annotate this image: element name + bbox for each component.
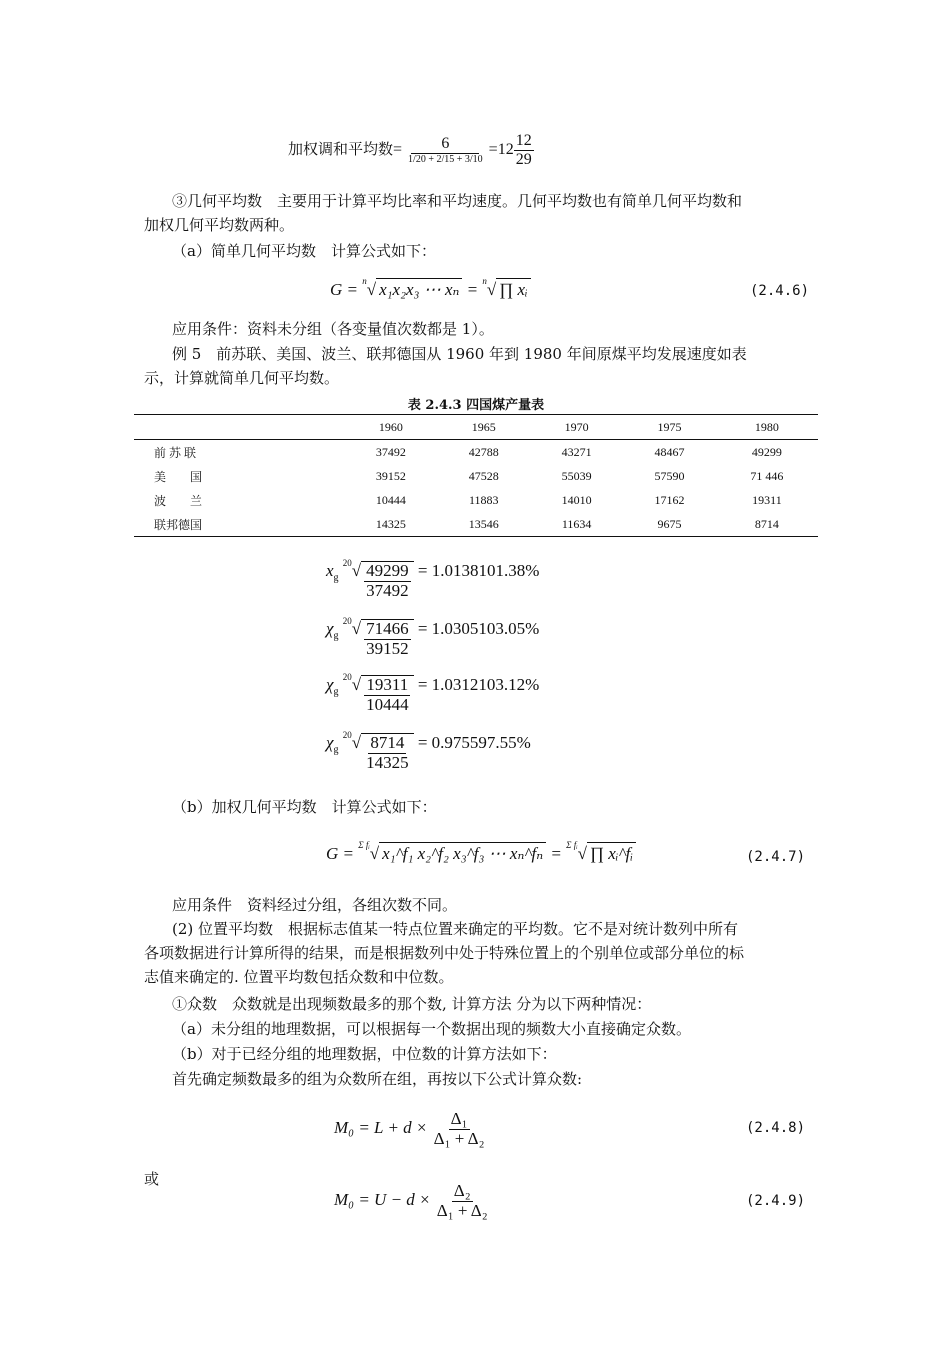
paragraph: 应用条件：资料未分组（各变量值次数都是 1）。	[172, 320, 494, 338]
equation-2-4-6: G = $^n$√ x₁x₂x₃ ⋯ xₙ = $^n$√ ∏ xᵢ	[330, 278, 531, 301]
geo-result-west-germany: $\chi_g$ $^{20}$√ $\frac{8714}{14325}$ = 0.975597.55%	[326, 730, 531, 772]
paragraph: （b）加权几何平均数 计算公式如下：	[172, 798, 437, 816]
equation-2-4-9: M₀ = U − d × $\frac{\text{Δ₂}}{\text{Δ₁ + Δ₂}}$	[334, 1181, 488, 1220]
paragraph: 志值来确定的. 位置平均数包括众数和中位数。	[144, 968, 454, 986]
equation-number: (2.4.9)	[746, 1193, 806, 1209]
harmonic-fraction: $\frac{6}{1/20 + 2/15 + 3/10}$	[408, 135, 483, 165]
geo-result-poland: $\chi_g$ $^{20}$√ $\frac{19311}{10444}$ = 1.0312103.12%	[326, 672, 540, 714]
equation-number: (2.4.8)	[746, 1120, 806, 1136]
paragraph: （a）未分组的地理数据，可以根据每一个数据出现的频数大小直接确定众数。	[172, 1020, 691, 1038]
harmonic-mean-equation: 加权调和平均数= $\frac{6}{1/20 + 2/15 + 3/10}$ =12 $\frac{12}{29}$	[288, 132, 532, 168]
equation-2-4-8: M₀ = L + d × $\frac{\text{Δ₁}}{\text{Δ₁ + Δ₂}}$	[334, 1109, 485, 1148]
paragraph: 示，计算就简单几何平均数。	[144, 369, 340, 387]
table-row: 前 苏 联 37492 42788 43271 48467 49299	[154, 444, 782, 460]
table-header-row: 1960 1965 1970 1975 1980	[134, 415, 818, 440]
harmonic-label: 加权调和平均数	[288, 139, 394, 158]
coal-production-table	[134, 414, 818, 537]
table-row: 波 兰 10444 11883 14010 17162 19311	[154, 492, 782, 508]
geo-result-usa: $\chi_g$ $^{20}$√ $\frac{71466}{39152}$ = 1.0305103.05%	[326, 616, 540, 658]
table-row: 联邦德国 14325 13546 11634 9675 8714	[134, 512, 818, 537]
paragraph: ①众数 众数就是出现频数最多的那个数, 计算方法 分为以下两种情况：	[172, 995, 652, 1013]
paragraph: 首先确定频数最多的组为众数所在组，再按以下公式计算众数:	[172, 1070, 583, 1088]
paragraph: ③几何平均数 主要用于计算平均比率和平均速度。几何平均数也有简单几何平均数和	[172, 192, 743, 210]
table-caption: 表 2.4.3 四国煤产量表	[407, 398, 545, 413]
paragraph: （b）对于已经分组的地理数据，中位数的计算方法如下：	[172, 1045, 557, 1063]
geo-result-ussr: $x_g$ $^{20}$√ $\frac{49299}{37492}$ = 1.0138101.38%	[326, 558, 540, 600]
paragraph: 加权几何平均数两种。	[144, 216, 295, 234]
equation-number: (2.4.6)	[750, 283, 810, 299]
equation-2-4-7: G = $^{\Sigma fᵢ}$√ x₁^f₁ x₂^f₂ x₃^f₃ ⋯ xₙ^fₙ = $^{\Sigma fᵢ}$√ ∏ xᵢ^fᵢ	[326, 842, 636, 865]
paragraph: 应用条件 资料经过分组，各组次数不同。	[172, 896, 458, 914]
or-label: 或	[144, 1170, 160, 1188]
paragraph: (2) 位置平均数 根据标志值某一特点位置来确定的平均数。它不是对统计数列中所有	[172, 920, 739, 938]
table-row: 美 国 39152 47528 55039 57590 71 446	[154, 468, 784, 484]
paragraph: 各项数据进行计算所得的结果，而是根据数列中处于特殊位置上的个别单位或部分单位的标	[144, 944, 745, 962]
equation-number: (2.4.7)	[746, 849, 806, 865]
paragraph: （a）简单几何平均数 计算公式如下：	[172, 242, 436, 260]
paragraph: 例 5 前苏联、美国、波兰、联邦德国从 1960 年到 1980 年间原煤平均发展速度如表	[172, 345, 747, 363]
